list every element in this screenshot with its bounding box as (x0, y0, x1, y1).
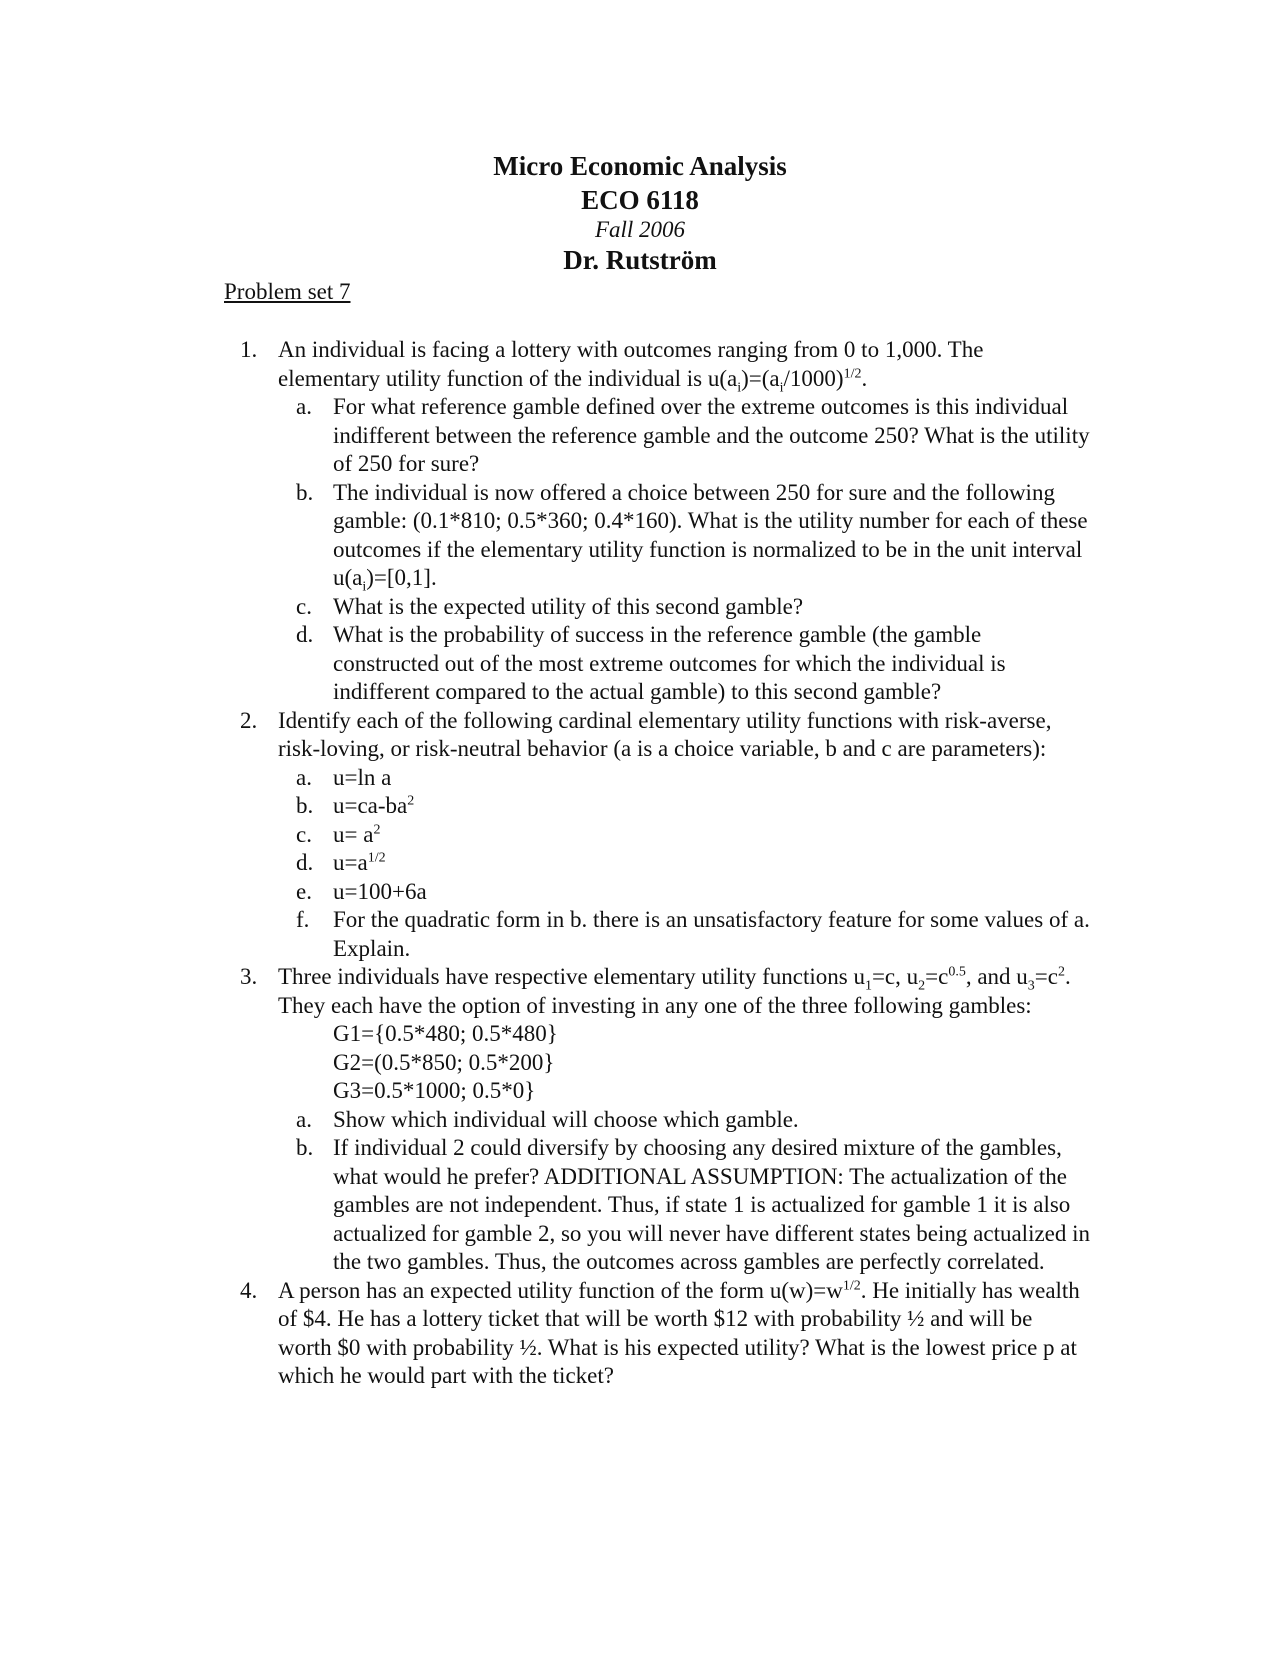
subpart-1c (296, 593, 1090, 622)
subpart-text: For what reference gamble defined over the extreme outcomes is this individual indifferent between the reference gamble and the outcome 250? What is the utility of 250 for sure? (333, 394, 1090, 476)
subpart-1a (296, 393, 1090, 479)
gamble-g3: G3=0.5*1000; 0.5*0} (333, 1078, 536, 1103)
subpart-letter: d. (296, 850, 314, 875)
question-text: Three individuals have respective elementary utility functions $u_1=c$, $u_2=c^{0.5}$, and $u_3=c^2$. They each have the option of investing in any one of the three following gambles: (278, 964, 1071, 1018)
instructor-name: Dr. Rutström (563, 245, 717, 275)
subpart-text: $u=a^{1/2}$ (333, 850, 386, 875)
question-number: 2. (240, 707, 258, 733)
subpart-text: u=ln a (333, 764, 392, 790)
subpart-text: $u= a^2$ (333, 821, 381, 847)
subpart-letter: b. (296, 479, 314, 505)
subpart-text: $u=ca-ba^2$ (333, 793, 415, 818)
subpart-letter: d. (296, 622, 314, 647)
problem-set-label: Problem set 7 (224, 279, 351, 304)
term: Fall 2006 (594, 217, 686, 242)
subpart-3a (296, 1106, 1090, 1135)
subpart-2f (296, 906, 1090, 963)
subpart-text: u=100+6a (333, 878, 427, 904)
question-text: An individual is facing a lottery with outcomes ranging from 0 to 1,000. The elementary utility function of the individual is $u(a_i)=(a_i/1000)^{1/2}$. (278, 337, 984, 396)
subpart-2a (296, 764, 1090, 793)
subpart-letter: f. (296, 907, 310, 932)
subpart-2d (296, 849, 1090, 878)
course-code: ECO 6118 (581, 185, 699, 215)
subpart-1d (296, 621, 1090, 707)
subpart-text: Show which individual will choose which gamble. (333, 1106, 799, 1132)
subpart-letter: b. (296, 1135, 314, 1160)
question-number: 4. (240, 1277, 258, 1303)
subpart-letter: a. (296, 764, 312, 790)
subpart-text: For the quadratic form in b. there is an unsatisfactory feature for some values of a. Explain. (333, 907, 1090, 961)
question-3 (240, 963, 1090, 1020)
gamble-g1: G1={0.5*480; 0.5*480} (333, 1021, 558, 1046)
subpart-text: The individual is now offered a choice between 250 for sure and the following gamble: (0.1*810; 0.5*360; 0.4*160). What is the utility number for each of these outcomes if the elementary utility function is normalized to be in the unit interval $u(a_i)=[0,1]$. (333, 479, 1088, 595)
problem-list (240, 336, 1090, 1391)
subpart-letter: c. (296, 821, 312, 847)
subpart-2e (296, 878, 1090, 907)
subpart-text: If individual 2 could diversify by choosing any desired mixture of the gambles, what would he prefer? ADDITIONAL ASSUMPTION: The actualization of the gambles are not independent. Thus, if state 1 is actualized for gamble 1 it is also actualized for gamble 2, so you will never have different states being actualized in the two gambles. Thus, the outcomes across gambles are perfectly correlated. (333, 1135, 1091, 1274)
subpart-letter: a. (296, 394, 312, 419)
subpart-letter: b. (296, 793, 314, 818)
subpart-letter: a. (296, 1106, 312, 1132)
question-number: 3. (240, 964, 258, 989)
course-title: Micro Economic Analysis (493, 151, 787, 181)
question-4 (240, 1277, 1090, 1391)
question-text: A person has an expected utility function of the form $u(w)=w^{1/2}$. He initially has wealth of $4. He has a lottery ticket that will be worth $12 with probability ½ and will be worth $0 with probability ½. What is his expected utility? What is the lowest price p at which he would part with the ticket? (278, 1277, 1080, 1388)
gamble-g2: G2=(0.5*850; 0.5*200} (333, 1049, 555, 1075)
subpart-1b (296, 479, 1090, 593)
question-number: 1. (240, 337, 258, 362)
subpart-text: What is the probability of success in the reference gamble (the gamble constructed out of the most extreme outcomes for which the individual is indifferent compared to the actual gamble) to this second gamble? (333, 622, 1006, 704)
subpart-letter: e. (296, 878, 312, 904)
question-2 (240, 707, 1090, 764)
question-1 (240, 336, 1090, 396)
subpart-text: What is the expected utility of this second gamble? (333, 593, 804, 619)
subpart-3b (296, 1134, 1090, 1277)
question-text: Identify each of the following cardinal elementary utility functions with risk-averse, risk-loving, or risk-neutral behavior (a is a choice variable, b and c are parameters): (278, 707, 1052, 761)
subpart-2c (296, 821, 1090, 850)
subpart-letter: c. (296, 593, 312, 619)
subpart-2b (296, 792, 1090, 821)
